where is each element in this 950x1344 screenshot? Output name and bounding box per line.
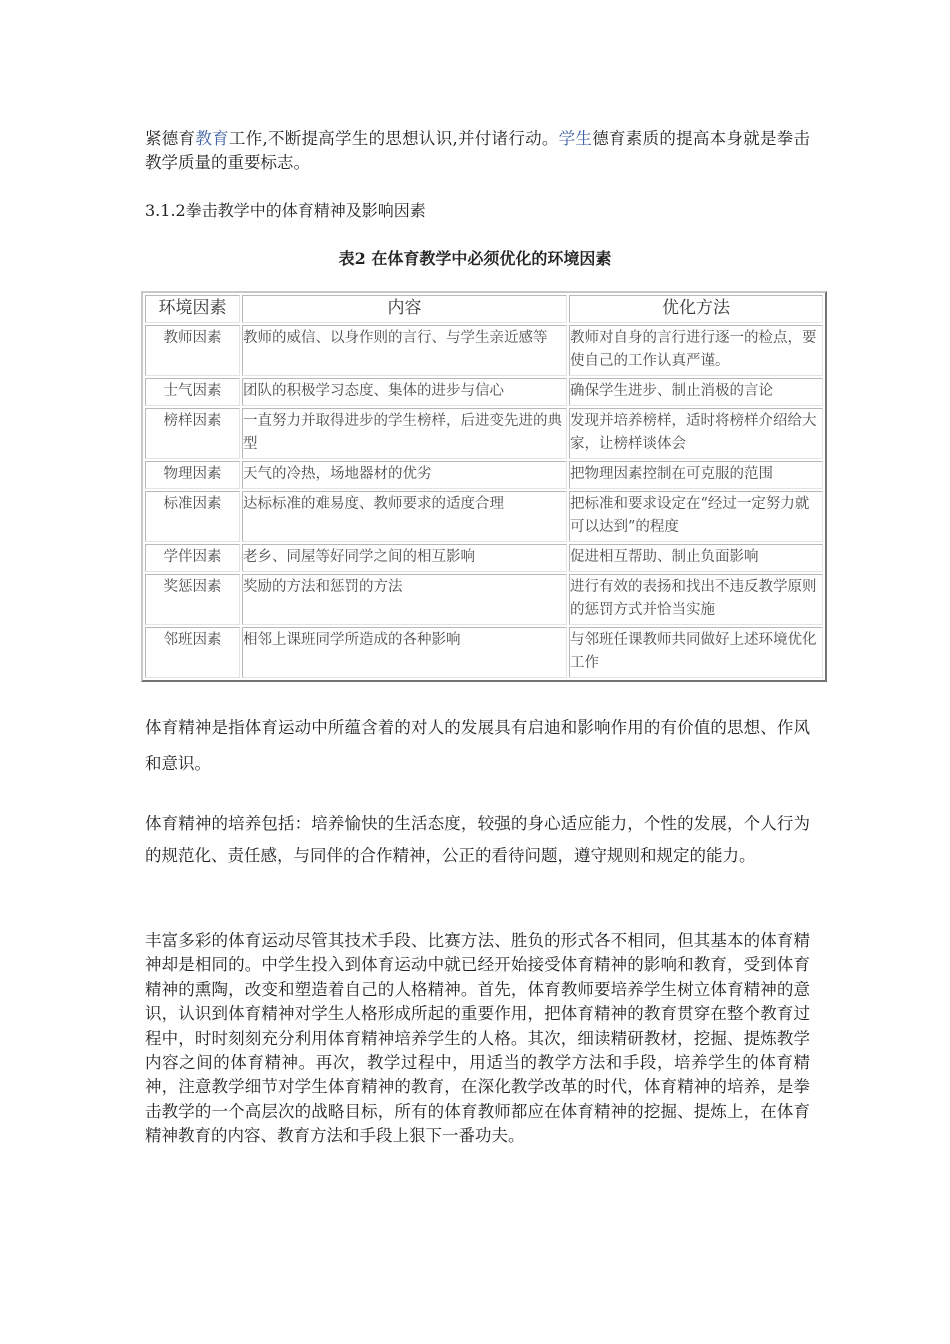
table-header-row xyxy=(145,295,823,323)
method-cell: 把物理因素控制在可克服的范围 xyxy=(569,461,823,489)
section-heading: 3.1.2拳击教学中的体育精神及影响因素 xyxy=(145,201,426,220)
intro-paragraph xyxy=(145,127,810,175)
table-row xyxy=(145,544,823,572)
header-factor: 环境因素 xyxy=(145,295,240,323)
intro-text-2: 工作,不断提高学生的思想认识,并付诸行动。 xyxy=(228,129,559,148)
environment-factors-table xyxy=(141,291,827,682)
content-cell: 相邻上课班同学所造成的各种影响 xyxy=(242,627,567,678)
table-row xyxy=(145,627,823,678)
content-cell: 一直努力并取得进步的学生榜样，后进变先进的典型 xyxy=(242,408,567,459)
factor-cell: 榜样因素 xyxy=(145,408,240,459)
education-link[interactable]: 教育 xyxy=(195,129,229,148)
method-cell: 进行有效的表扬和找出不违反教学原则的惩罚方式并恰当实施 xyxy=(569,574,823,625)
factor-cell: 邻班因素 xyxy=(145,627,240,678)
factor-cell: 教师因素 xyxy=(145,325,240,376)
table-caption: 表2 在体育教学中必须优化的环境因素 xyxy=(338,249,612,268)
method-cell: 教师对自身的言行进行逐一的检点，要使自己的工作认真严谨。 xyxy=(569,325,823,376)
definition-paragraph: 体育精神是指体育运动中所蕴含着的对人的发展具有启迪和影响作用的有价值的思想、作风和意识。 xyxy=(145,718,810,773)
factor-cell: 学伴因素 xyxy=(145,544,240,572)
cultivation-paragraph: 体育精神的培养包括：培养愉快的生活态度，较强的身心适应能力，个性的发展，个人行为的规范化、责任感，与同伴的合作精神，公正的看待问题，遵守规则和规定的能力。 xyxy=(145,814,810,865)
table-row xyxy=(145,461,823,489)
content-cell: 奖励的方法和惩罚的方法 xyxy=(242,574,567,625)
header-method: 优化方法 xyxy=(569,295,823,323)
intro-text-1: 紧德育 xyxy=(145,129,196,148)
intro-text-3: 德育素质的提高本身就是拳击教学质量的重要标志。 xyxy=(145,129,811,172)
method-cell: 与邻班任课教师共同做好上述环境优化工作 xyxy=(569,627,823,678)
content-cell: 团队的积极学习态度、集体的进步与信心 xyxy=(242,378,567,406)
content-cell: 老乡、同屋等好同学之间的相互影响 xyxy=(242,544,567,572)
method-cell: 促进相互帮助、制止负面影响 xyxy=(569,544,823,572)
method-cell: 把标准和要求设定在“经过一定努力就可以达到”的程度 xyxy=(569,491,823,542)
header-content: 内容 xyxy=(242,295,567,323)
table-row xyxy=(145,491,823,542)
factor-cell: 物理因素 xyxy=(145,461,240,489)
main-paragraph: 丰富多彩的体育运动尽管其技术手段、比赛方法、胜负的形式各不相同，但其基本的体育精神却是相同的。中学生投入到体育运动中就已经开始接受体育精神的影响和教育，受到体育精神的熏陶，改变和塑造着自己的人格精神。首先，体育教师要培养学生树立体育精神的意识，认识到体育精神对学生人格形成所起的重要作用，把体育精神的教育贯穿在整个教育过程中，时时刻刻充分利用体育精神培养学生的人格。其次，细读精研教材，挖掘、提炼教学内容之间的体育精神。再次，教学过程中，用适当的教学方法和手段，培养学生的体育精神，注意教学细节对学生体育精神的教育，在深化教学改革的时代，体育精神的培养，是拳击教学的一个高层次的战略目标，所有的体育教师都应在体育精神的挖掘、提炼上，在体育精神教育的内容、教育方法和手段上狠下一番功夫。 xyxy=(145,931,810,1146)
table-row xyxy=(145,574,823,625)
table-row xyxy=(145,325,823,376)
factor-cell: 奖惩因素 xyxy=(145,574,240,625)
content-cell: 天气的冷热，场地器材的优劣 xyxy=(242,461,567,489)
method-cell: 发现并培养榜样，适时将榜样介绍给大家，让榜样谈体会 xyxy=(569,408,823,459)
content-cell: 达标标准的难易度、教师要求的适度合理 xyxy=(242,491,567,542)
factor-cell: 士气因素 xyxy=(145,378,240,406)
method-cell: 确保学生进步、制止消极的言论 xyxy=(569,378,823,406)
content-cell: 教师的威信、以身作则的言行、与学生亲近感等 xyxy=(242,325,567,376)
factor-cell: 标准因素 xyxy=(145,491,240,542)
student-link[interactable]: 学生 xyxy=(558,129,593,148)
table-row xyxy=(145,378,823,406)
table-row xyxy=(145,408,823,459)
